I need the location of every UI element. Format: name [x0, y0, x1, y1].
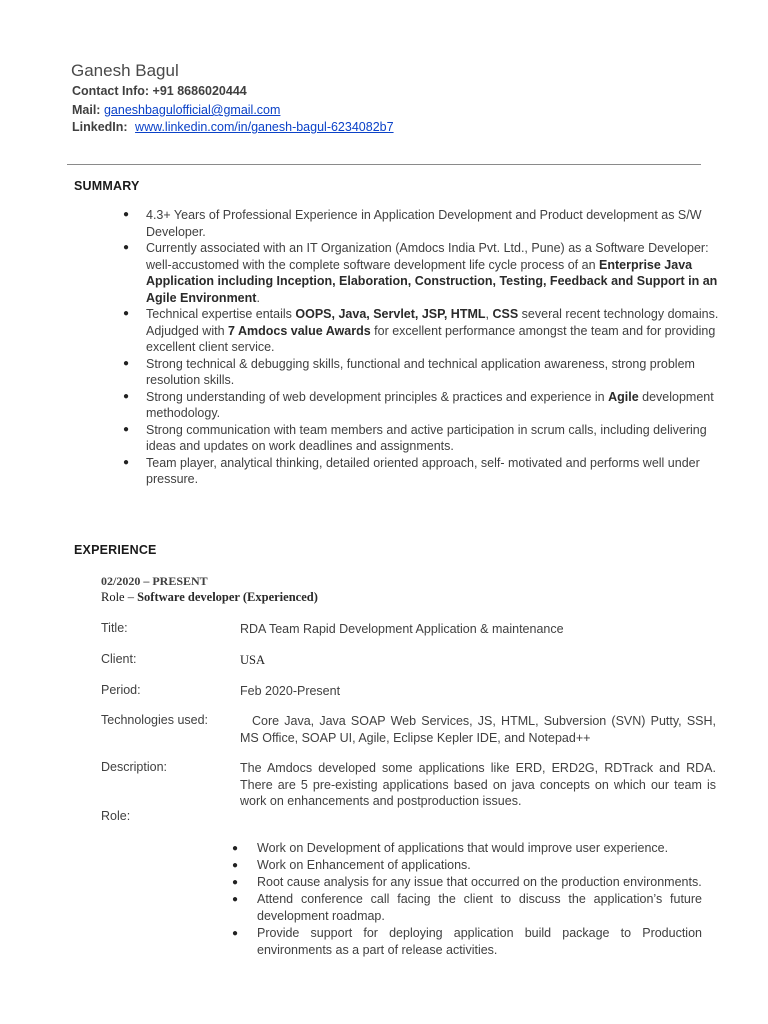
job-role [101, 590, 318, 605]
summary-item: ● Team player, analytical thinking, detailed oriented approach, self- motivated and performs well under pressure. [123, 455, 700, 486]
role-item: ● Attend conference call facing the client to discuss the application’s future development roadmap. [232, 892, 702, 923]
role-item: ● Work on Development of applications that would improve user experience. [232, 841, 669, 855]
candidate-name: Ganesh Bagul [71, 61, 179, 80]
linkedin-row [72, 119, 394, 135]
role-item: ● Root cause analysis for any issue that occurred on the production environments. [232, 875, 702, 889]
linkedin-label: LinkedIn: [72, 120, 128, 134]
mail-row [72, 102, 280, 118]
bullet-icon: ● [123, 209, 130, 220]
mail-link[interactable]: ganeshbagulofficial@gmail.com [103, 103, 281, 117]
client-label: Client: [101, 652, 137, 666]
contact-info: Contact Info: +91 8686020444 [72, 84, 247, 98]
tech-label: Technologies used: [101, 713, 209, 727]
tech-value: Core Java, Java SOAP Web Services, JS, HTML, Subversion (SVN) Putty, SSH, MS Office, SOAP UI, Agile, Eclipse Kepler IDE, and Notepad++ [240, 714, 716, 745]
header-divider [67, 164, 701, 165]
title-value: RDA Team Rapid Development Application & maintenance [240, 622, 564, 636]
bullet-icon: ● [123, 456, 130, 468]
summary-item: ● Currently associated with an IT Organization (Amdocs India Pvt. Ltd., Pune) as a Software Developer: well-accustomed with the complete software development life cycle process of an Enterprise Java Application including Inception, Elaboration, Construction, Testing, Feedback and Support in an Agile Environment. [123, 241, 718, 305]
mail-label: Mail: [72, 103, 101, 117]
role-item: ● Work on Enhancement of applications. [232, 858, 471, 872]
linkedin-link[interactable]: www.linkedin.com/in/ganesh-bagul-6234082b7 [135, 120, 394, 134]
role-item: ● Provide support for deploying application build package to Production environments as a part of release activities. [232, 926, 702, 957]
period-value: Feb 2020-Present [240, 684, 341, 698]
bullet-icon: ● [232, 894, 239, 905]
bullet-icon: ● [232, 843, 239, 854]
bullet-icon: ● [232, 877, 239, 888]
job-period: 02/2020 – PRESENT [101, 574, 208, 588]
role-prefix: Role – [101, 590, 138, 604]
bullet-icon: ● [123, 390, 130, 402]
summary-item: ● Strong communication with team members and active participation in scrum calls, including delivering ideas and updates on work deadlines and assignments. [123, 422, 707, 453]
bullet-icon: ● [123, 242, 130, 253]
summary-heading: SUMMARY [74, 179, 140, 193]
role-list [232, 840, 702, 959]
bullet-icon: ● [232, 860, 239, 871]
summary-item: ● Strong technical & debugging skills, functional and technical application awareness, strong problem resolution skills. [123, 356, 695, 387]
period-label: Period: [101, 683, 141, 697]
client-value: USA [240, 653, 266, 667]
summary-list [120, 207, 720, 488]
bullet-icon: ● [123, 308, 130, 319]
role-label: Role: [101, 809, 131, 823]
bullet-icon: ● [232, 928, 239, 939]
description-label: Description: [101, 760, 167, 774]
experience-heading: EXPERIENCE [74, 543, 157, 557]
title-label: Title: [101, 621, 128, 635]
bullet-icon: ● [123, 423, 130, 435]
summary-item: ● Strong understanding of web development principles & practices and experience in Agile development methodology. [123, 389, 714, 420]
summary-item: ● 4.3+ Years of Professional Experience in Application Development and Product development as S/W Developer. [123, 208, 702, 239]
bullet-icon: ● [123, 357, 130, 369]
role-title: Software developer (Experienced) [137, 590, 318, 604]
summary-item: ● Technical expertise entails OOPS, Java, Servlet, JSP, HTML, CSS several recent technology domains. Adjudged with 7 Amdocs value Awards for excellent performance amongst the team and for providing excellent client service. [123, 307, 719, 354]
description-value: The Amdocs developed some applications like ERD, ERD2G, RDTrack and RDA. There are 5 pre-existing applications based on java concepts on which our team is work on enhancements and postproduction issues. [240, 761, 716, 808]
